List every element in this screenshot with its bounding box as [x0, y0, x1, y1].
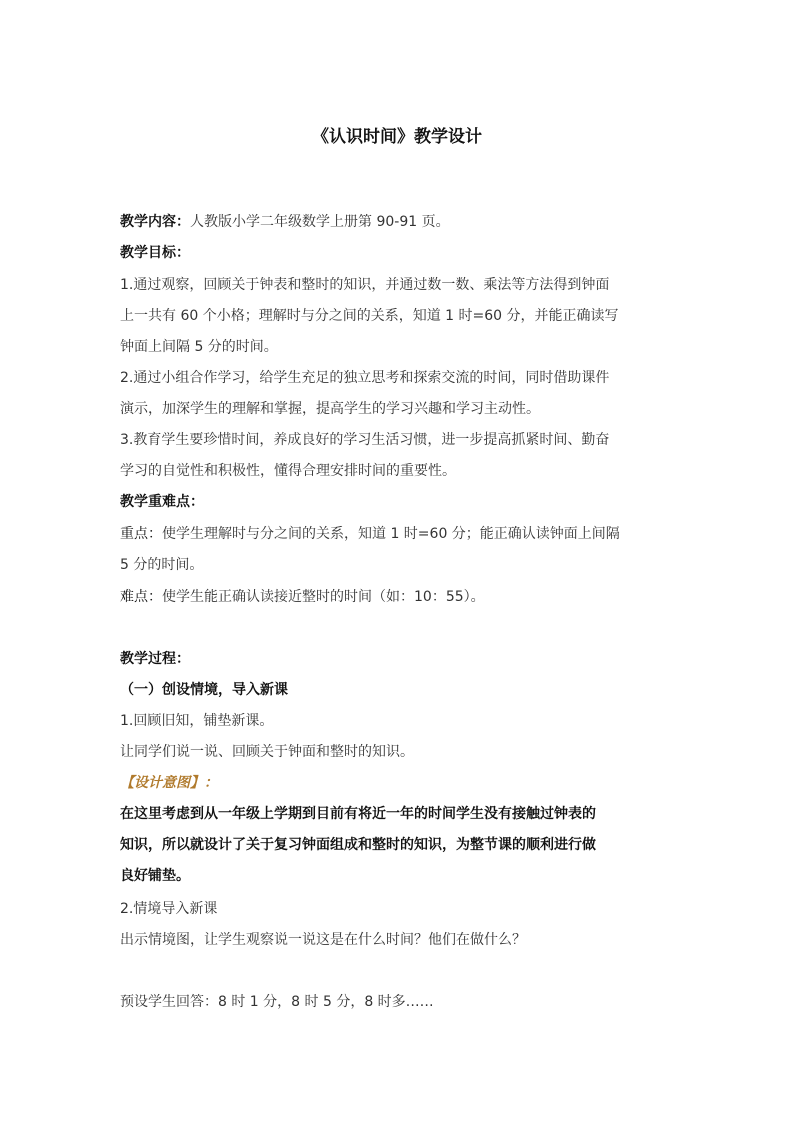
objectives-heading: 教学目标：	[120, 245, 190, 261]
process-item-text: 让同学们说一说、回顾关于钟面和整时的知识。	[120, 744, 414, 760]
objective-line: 上一共有 60 个小格；理解时与分之间的关系，知道 1 时=60 分，并能正确读写	[120, 308, 619, 324]
objective-line: 学习的自觉性和积极性，懂得合理安排时间的重要性。	[120, 463, 456, 479]
process-item: 2.情境导入新课	[120, 901, 218, 917]
design-intent-label: 【设计意图】：	[120, 775, 218, 791]
key-point-label: 重点：	[120, 526, 162, 542]
objective-line: 演示，加深学生的理解和掌握，提高学生的学习兴趣和学习主动性。	[120, 401, 540, 417]
objective-line: 2.通过小组合作学习，给学生充足的独立思考和探索交流的时间，同时借助课件	[120, 370, 610, 386]
content-label: 教学内容：	[120, 214, 190, 230]
expected-answer: 预设学生回答：8 时 1 分，8 时 5 分，8 时多……	[120, 994, 434, 1010]
design-intent-line: 知识，所以就设计了关于复习钟面组成和整时的知识，为整节课的顺利进行做	[120, 837, 596, 853]
document-title: 《认识时间》教学设计	[312, 127, 482, 147]
objective-line: 钟面上间隔 5 分的时间。	[120, 339, 278, 355]
key-point-text: 使学生理解时与分之间的关系，知道 1 时=60 分；能正确认读钟面上间隔	[162, 526, 620, 542]
design-intent-line: 良好铺垫。	[120, 868, 190, 884]
objective-line: 1.通过观察，回顾关于钟表和整时的知识，并通过数一数、乘法等方法得到钟面	[120, 277, 610, 293]
process-item-text: 出示情境图，让学生观察说一说这是在什么时间？他们在做什么？	[120, 932, 526, 948]
process-heading: 教学过程：	[120, 651, 190, 667]
content-line	[120, 212, 680, 232]
objective-line: 3.教育学生要珍惜时间，养成良好的学习生活习惯，进一步提高抓紧时间、勤奋	[120, 432, 610, 448]
difficulty-text: 使学生能正确认读接近整时的时间（如：10：55）。	[162, 589, 485, 605]
section-heading: （一）创设情境，导入新课	[120, 682, 288, 698]
difficulty-line	[120, 587, 680, 607]
key-point-line	[120, 524, 680, 544]
keypoints-heading: 教学重难点：	[120, 494, 204, 510]
content-text: 人教版小学二年级数学上册第 90-91 页。	[190, 214, 450, 230]
difficulty-label: 难点：	[120, 589, 162, 605]
process-item: 1.回顾旧知，铺垫新课。	[120, 713, 274, 729]
design-intent-line: 在这里考虑到从一年级上学期到目前有将近一年的时间学生没有接触过钟表的	[120, 806, 596, 822]
key-point-line-2: 5 分的时间。	[120, 557, 204, 573]
